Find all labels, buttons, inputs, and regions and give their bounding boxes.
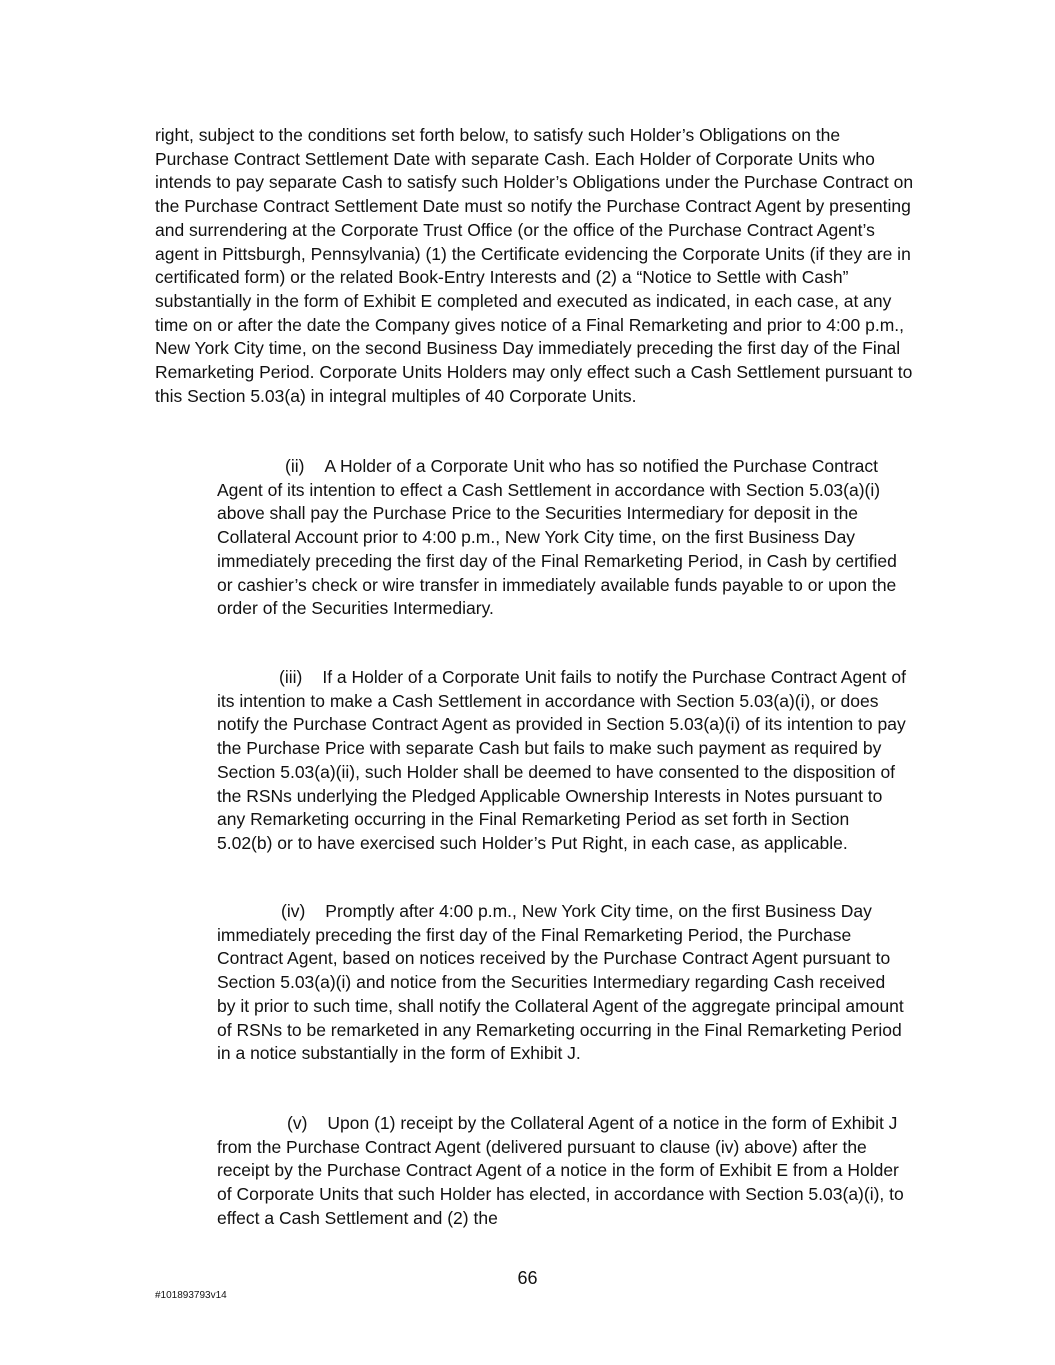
section-text: If a Holder of a Corporate Unit fails to notify the Purchase Contract Agent of its intention to make a Cash Settlement in accordance with Section 5.03(a)(i), or does notify the Purchase Contract Agent as provided in Section 5.03(a)(i) of its intention to pay the Purchase Price with separate Cash but fails to make such payment as required by Section 5.03(a)(ii), such Holder shall be deemed to have consented to the disposition of the RSNs underlying the Pledged Applicable Ownership Interests in Notes pursuant to any Remarketing occurring in the Final Remarketing Period as set forth in Section 5.02(b) or to have exercised such Holder’s Put Right, in each case, as applicable. [217, 667, 906, 853]
section-number: (iv) [281, 901, 306, 921]
section-v-paragraph [217, 1112, 907, 1231]
document-id: #101893793v14 [155, 1290, 227, 1301]
intro-paragraph: right, subject to the conditions set forth below, to satisfy such Holder’s Obligations on the Purchase Contract Settlement Date with separate Cash. Each Holder of Corporate Units who intends to pay separate Cash to satisfy such Holder’s Obligations under the Purchase Contract on the Purchase Contract Settlement Date must so notify the Purchase Contract Agent by presenting and surrendering at the Corporate Trust Office (or the office of the Purchase Contract Agent’s agent in Pittsburgh, Pennsylvania) (1) the Certificate evidencing the Corporate Units (if they are in certificated form) or the related Book-Entry Interests and (2) a “Notice to Settle with Cash” substantially in the form of Exhibit E completed and executed as indicated, in each case, at any time on or after the date the Company gives notice of a Final Remarketing and prior to 4:00 p.m., New York City time, on the second Business Day immediately preceding the first day of the Final Remarketing Period. Corporate Units Holders may only effect such a Cash Settlement pursuant to this Section 5.03(a) in integral multiples of 40 Corporate Units. [155, 125, 914, 406]
section-text: Upon (1) receipt by the Collateral Agent of a notice in the form of Exhibit J from the Purchase Contract Agent (delivered pursuant to clause (iv) above) after the receipt by the Purchase Contract Agent of a notice in the form of Exhibit E from a Holder of Corporate Units that such Holder has elected, in accordance with Section 5.03(a)(i), to effect a Cash Settlement and (2) the [217, 1113, 904, 1228]
section-number: (iii) [279, 667, 303, 687]
section-text: Promptly after 4:00 p.m., New York City time, on the first Business Day immediately preceding the first day of the Final Remarketing Period, the Purchase Contract Agent, based on notices received by the Purchase Contract Agent pursuant to Section 5.03(a)(i) and notice from the Securities Intermediary regarding Cash received by it prior to such time, shall notify the Collateral Agent of the aggregate principal amount of RSNs to be remarketed in any Remarketing occurring in the Final Remarketing Period in a notice substantially in the form of Exhibit J. [217, 901, 904, 1064]
section-text: A Holder of a Corporate Unit who has so notified the Purchase Contract Agent of its intention to effect a Cash Settlement in accordance with Section 5.03(a)(i) above shall pay the Purchase Price to the Securities Intermediary for deposit in the Collateral Account prior to 4:00 p.m., New York City time, on the first Business Day immediately preceding the first day of the Final Remarketing Period, in Cash by certified or cashier’s check or wire transfer in immediately available funds payable to or upon the order of the Securities Intermediary. [217, 456, 897, 619]
page-number: 66 [517, 1268, 538, 1288]
section-number: (v) [287, 1113, 308, 1133]
section-number: (ii) [285, 456, 305, 476]
section-ii-paragraph [217, 455, 907, 621]
section-iii-paragraph [217, 666, 907, 856]
section-iv-paragraph [217, 900, 907, 1066]
